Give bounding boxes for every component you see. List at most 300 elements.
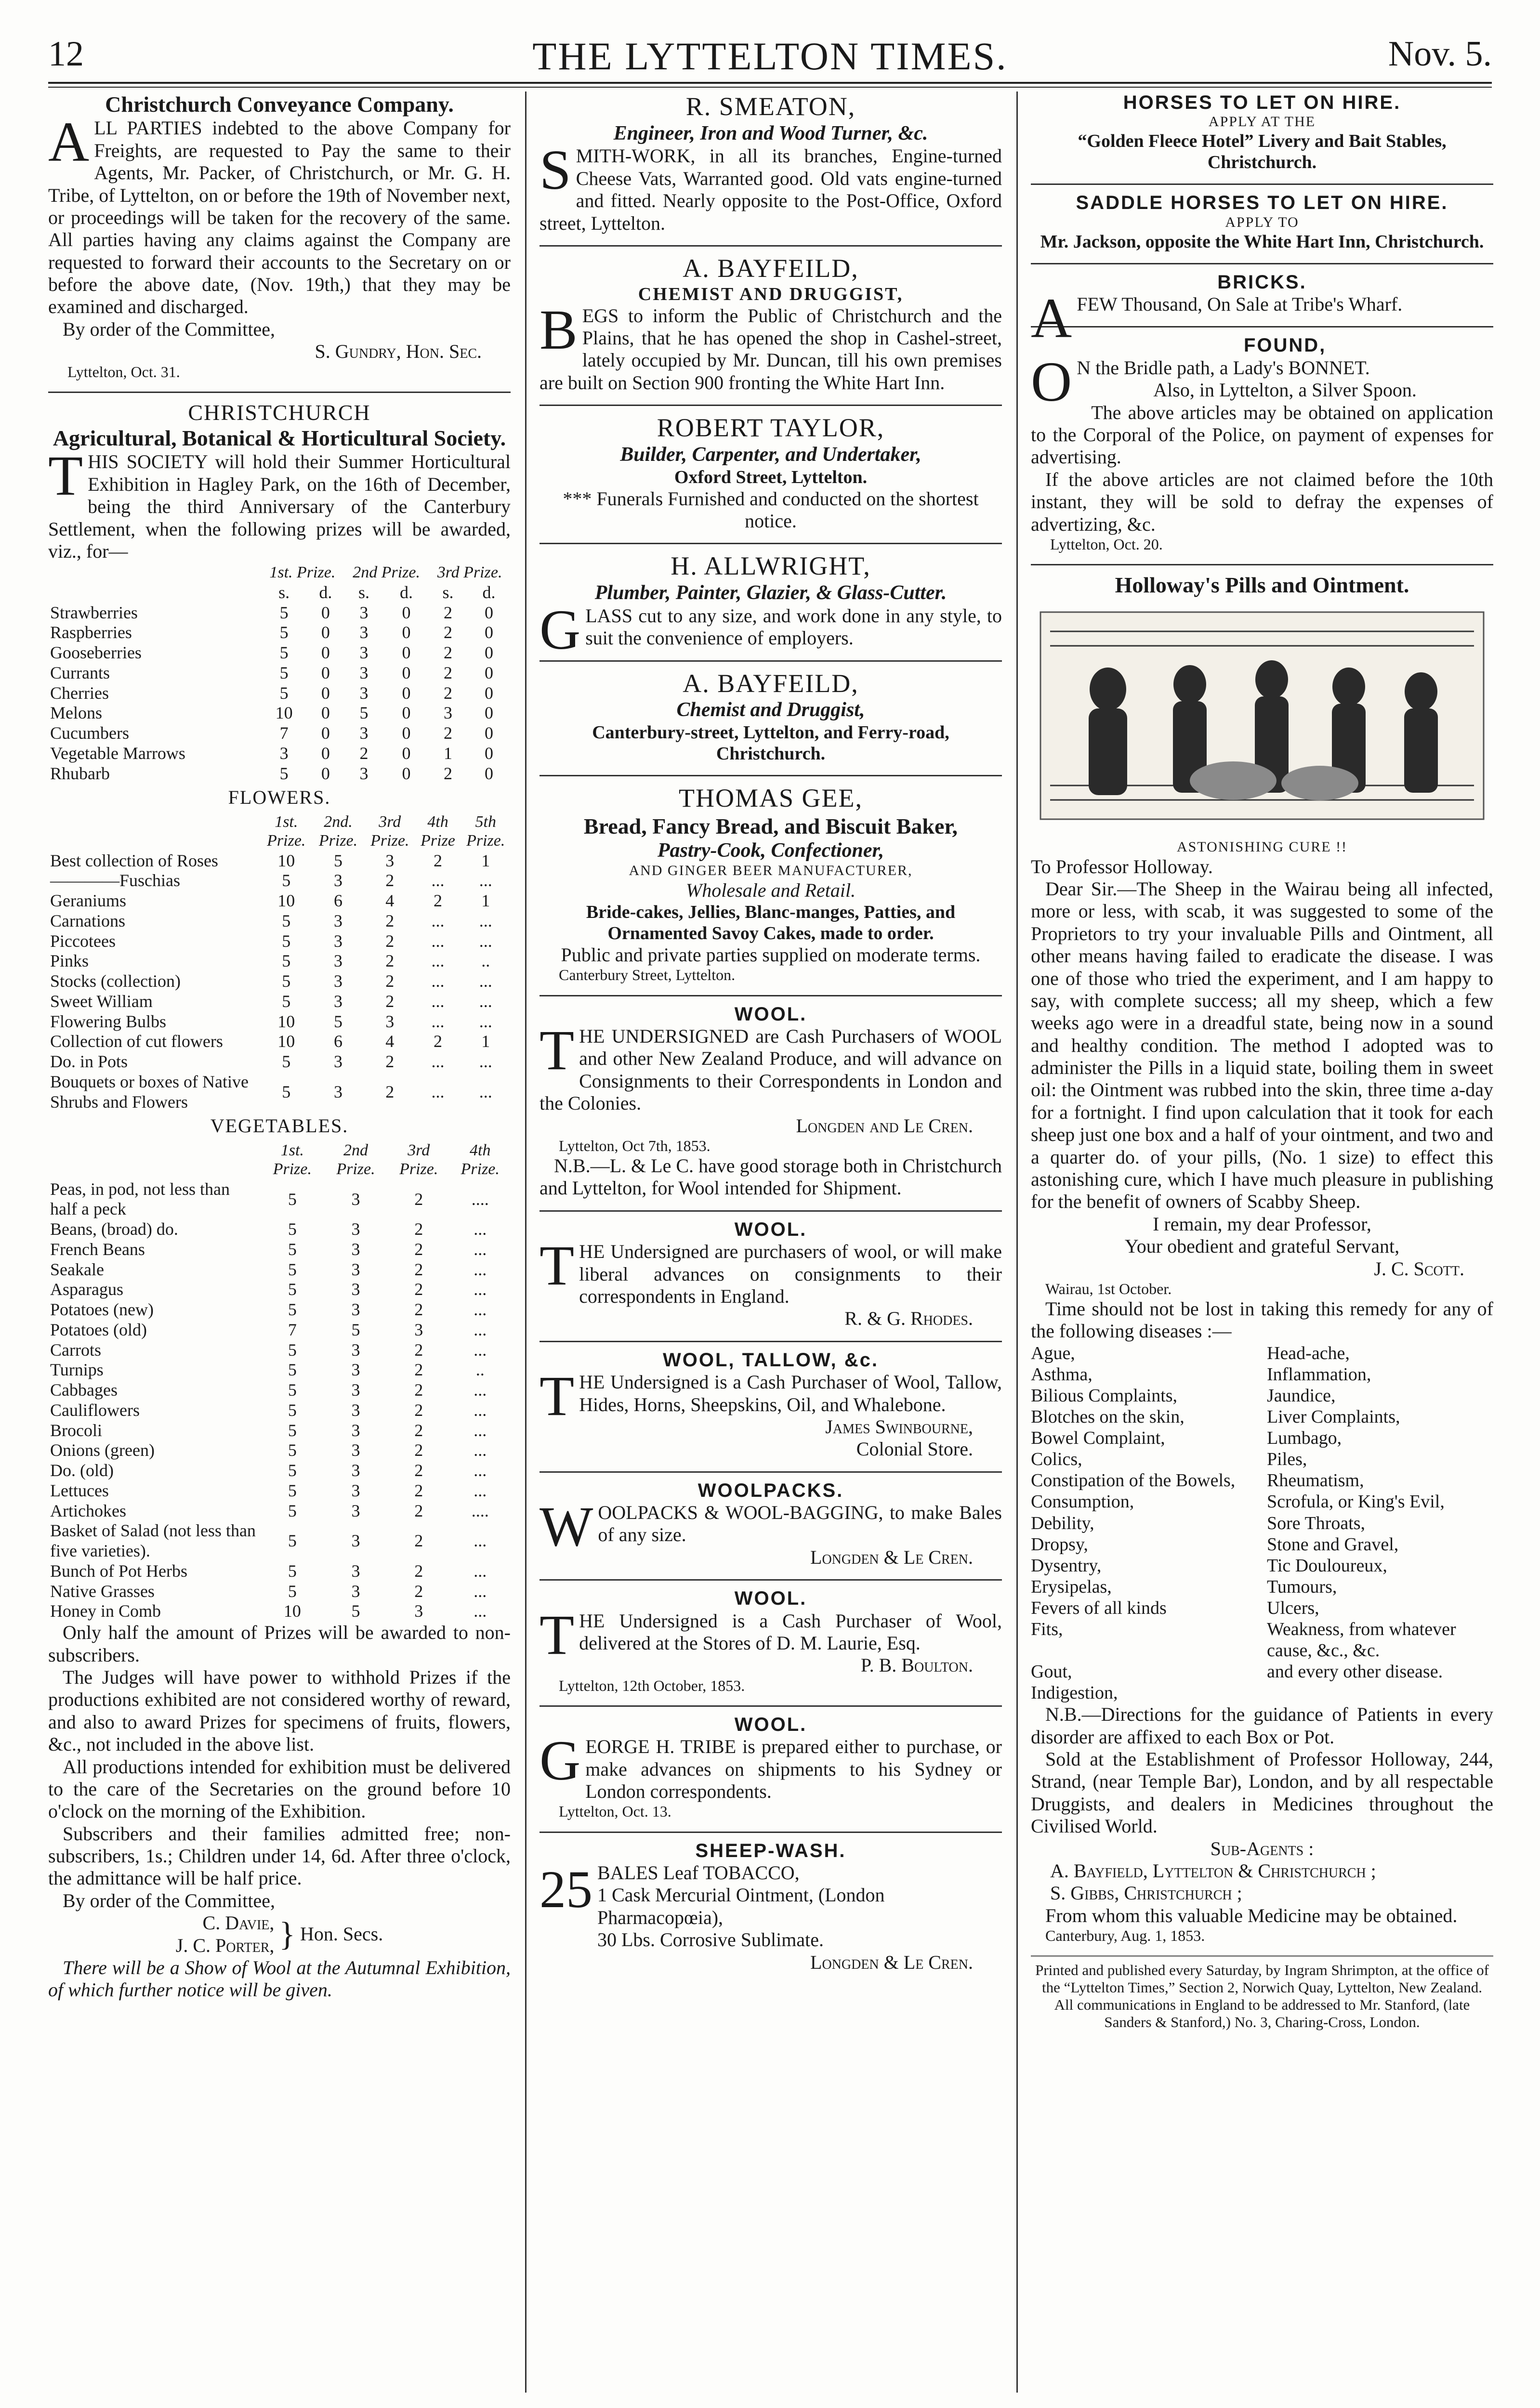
ad-title: Bread, Fancy Bread, and Biscuit Baker, <box>583 813 958 838</box>
prize-value: 3 <box>334 971 343 991</box>
prize-value: 5 <box>279 683 289 703</box>
wool-ad-longden <box>540 995 1002 1200</box>
brace: } <box>279 1915 295 1953</box>
prize-value: 2 <box>444 623 453 642</box>
allwright-ad <box>540 543 1002 661</box>
remedy-intro: Time should not be lost in taking this remedy for any of the following diseases :— <box>1031 1298 1493 1342</box>
table-row <box>48 1521 511 1561</box>
column-2 <box>540 92 1002 2393</box>
item-name: Geraniums <box>50 891 126 911</box>
prize-header: 2nd. Prize. <box>318 812 358 850</box>
prize-value: 3 <box>414 1320 423 1339</box>
prize-value: 5 <box>351 1320 360 1339</box>
prize-value: 2 <box>385 951 395 971</box>
ad-line: AND GINGER BEER MANUFACTURER, <box>629 862 913 878</box>
table-row <box>48 871 511 891</box>
ad-dateline: Canterbury, Aug. 1, 1853. <box>1045 1927 1205 1945</box>
ad-body: *** Funerals Furnished and conducted on the shortest notice. <box>563 487 979 532</box>
illustration-caption: ASTONISHING CURE !! <box>1176 838 1348 855</box>
prize-value: 5 <box>279 643 289 663</box>
society-intro: THIS SOCIETY will hold their Summer Horticultural Exhibition in Hagley Park, on the 16th of December, being the third Anniversary of the Canterbury Settlement, when the following prizes will be awarded, viz., for— <box>48 444 511 563</box>
prize-value: ... <box>474 1480 487 1500</box>
prize-value: 10 <box>277 1032 295 1051</box>
prize-value: 3 <box>351 1280 360 1299</box>
item-name: Strawberries <box>50 602 138 622</box>
prize-value: ... <box>479 871 492 890</box>
prize-value: 5 <box>288 1189 297 1209</box>
found-ad <box>1031 326 1493 553</box>
item-name: Flowering Bulbs <box>50 1011 167 1031</box>
vegetables-heading: VEGETABLES. <box>210 1115 349 1137</box>
prize-value: ... <box>474 1320 487 1339</box>
ad-signature: S. Gundry, Hon. Sec. <box>315 340 482 363</box>
prize-value: 2 <box>444 643 453 663</box>
prize-value: 5 <box>288 1440 297 1460</box>
prize-header: 3rd Prize. <box>370 812 409 850</box>
prize-value: 3 <box>334 991 343 1011</box>
disease-item: Consumption, <box>1031 1492 1134 1512</box>
prize-value: ... <box>479 911 492 930</box>
tobacco-line: 30 Lbs. Corrosive Sublimate. <box>597 1929 824 1951</box>
secretary-name: J. C. Porter, <box>175 1934 275 1956</box>
ad-body: THE Undersigned are purchasers of wool, or will make liberal advances on consignments to their correspondents in England. <box>540 1234 1002 1307</box>
ad-trade: Builder, Carpenter, and Undertaker, <box>620 443 921 466</box>
prize-value: 5 <box>288 1461 297 1480</box>
column-divider <box>525 92 526 2393</box>
prize-value: 3 <box>351 1420 360 1440</box>
prize-value: 3 <box>351 1239 360 1259</box>
prize-value: 5 <box>288 1300 297 1320</box>
prize-value: ... <box>474 1340 487 1360</box>
horses-hire-ad <box>1031 92 1493 173</box>
ad-heading: FOUND, <box>1243 335 1327 356</box>
disease-item: Stone and Gravel, <box>1267 1534 1399 1555</box>
prize-value: 2 <box>444 683 453 703</box>
item-name: Vegetable Marrows <box>50 743 185 763</box>
prize-value: 2 <box>414 1420 423 1440</box>
prize-value: 1 <box>444 743 453 763</box>
prize-value: 10 <box>277 851 295 870</box>
conveyance-ad <box>48 92 511 381</box>
prize-value: 3 <box>334 1082 343 1101</box>
ad-heading: A. BAYFEILD, <box>683 668 859 698</box>
prize-value: 0 <box>321 723 330 743</box>
prize-value: 3 <box>351 1531 360 1551</box>
item-name: Seakale <box>50 1259 104 1279</box>
prize-value: 3 <box>351 1581 360 1601</box>
ad-heading: WOOLPACKS. <box>698 1479 844 1501</box>
prize-value: .. <box>481 951 490 971</box>
prize-value: 0 <box>484 703 493 723</box>
prize-value: 2 <box>414 1340 423 1360</box>
sheepwash-ad <box>540 1832 1002 1974</box>
disease-item: Weakness, from whatever cause, &c., &c. <box>1267 1619 1456 1661</box>
ad-body: Public and private parties supplied on moderate terms. <box>561 944 981 966</box>
ad-body: BEGS to inform the Public of Christchurch and the Plains, that he has opened the shop in Cashel-street, lately occupied by Mr. Duncan, till his own premises are built on Section 900 fronting the White Hart Inn. <box>540 298 1002 393</box>
ad-heading: R. SMEATON, <box>685 92 856 121</box>
item-name: Lettuces <box>50 1480 109 1500</box>
prize-value: 2 <box>414 1360 423 1380</box>
prize-value: 3 <box>334 911 343 930</box>
ad-address: Oxford Street, Lyttelton. <box>674 467 868 487</box>
table-row <box>48 1380 511 1400</box>
item-name: Bunch of Pot Herbs <box>50 1561 187 1581</box>
prize-value: 3 <box>351 1561 360 1581</box>
ad-heading: ROBERT TAYLOR, <box>657 413 885 443</box>
ad-trade: Engineer, Iron and Wood Turner, &c. <box>613 122 928 144</box>
page-number: 12 <box>48 34 84 74</box>
table-row <box>48 1179 511 1220</box>
prize-value: 3 <box>351 1360 360 1380</box>
society-title-1: CHRISTCHURCH <box>188 400 371 425</box>
table-row <box>48 1440 511 1461</box>
masthead <box>48 29 1492 82</box>
disease-item: Constipation of the Bowels, <box>1031 1470 1236 1491</box>
secretary-name: C. Davie, <box>202 1912 275 1934</box>
disease-item: Liver Complaints, <box>1267 1407 1400 1427</box>
item-name: Gooseberries <box>50 643 142 663</box>
table-row <box>48 623 511 643</box>
smeaton-ad <box>540 92 1002 235</box>
issue-date: Nov. 5. <box>1388 34 1492 74</box>
prize-value: 3 <box>385 1011 395 1031</box>
item-name: ————Fuschias <box>50 871 180 890</box>
ad-order: By order of the Committee, <box>63 318 276 340</box>
prize-value: 1 <box>481 851 490 870</box>
ad-heading: H. ALLWRIGHT, <box>671 551 871 581</box>
prize-value: .... <box>471 1501 489 1520</box>
prize-value: 2 <box>385 911 395 930</box>
prize-value: ... <box>479 931 492 951</box>
prize-value: ... <box>474 1561 487 1581</box>
prize-value: 5 <box>334 1011 343 1031</box>
prize-value: 0 <box>402 602 411 622</box>
letter-body: Dear Sir.—The Sheep in the Wairau being all infected, more or less, with scab, it was suggested to some of the Proprietors to try your invaluable Pills and Ointment, all other means having failed to eradicate the disease. I was one of those who tried the experiment, and I am happy to say, with complete success; all my sheep, which a few weeks ago were in a dreadful state, being now in a sound and healthy condition. The method I adopted was to administer the Pills in a liquid state, boiling them in sweet oil: the Ointment was rubbed into the skin, three time a-day for a fortnight. I find upon calculation that it took for each sheep just one box and a half of your ointment, and two and a quarter do. of your pills, (No. 1 size) to effect this astonishing cure, which I have much pleasure in publishing for the benefit of owners of Scabby Sheep. <box>1031 877 1493 1213</box>
ad-dateline: Lyttelton, Oct. 20. <box>1050 535 1163 553</box>
table-row <box>48 1360 511 1380</box>
flower-header-row <box>48 812 511 851</box>
ad-heading: A. BAYFEILD, <box>683 253 859 283</box>
ad-body: THE Undersigned is a Cash Purchaser of Wool, Tallow, Hides, Horns, Sheepskins, Oil, and Whalebone. <box>540 1364 1002 1428</box>
disease-item: Bilious Complaints, <box>1031 1386 1178 1406</box>
prize-value: 0 <box>484 683 493 703</box>
table-row <box>48 891 511 911</box>
item-name: Collection of cut flowers <box>50 1032 223 1051</box>
ad-body: AFEW Thousand, On Sale at Tribe's Wharf. <box>1031 287 1403 350</box>
table-row <box>48 603 511 623</box>
disease-item: Gout, <box>1031 1662 1072 1682</box>
prize-header: 2nd Prize. <box>353 563 421 582</box>
prize-value: 5 <box>282 991 291 1011</box>
item-name: Stocks (collection) <box>50 971 181 991</box>
ad-note: N.B.—L. & Le C. have good storage both in Christchurch and Lyttelton, for Wool intended for Shipment. <box>540 1155 1002 1199</box>
society-title-2: Agricultural, Botanical & Horticultural Society. <box>53 426 506 451</box>
prize-value: 2 <box>434 891 443 911</box>
prize-value: ... <box>474 1420 487 1440</box>
prize-value: 0 <box>321 663 330 682</box>
ad-body: THE UNDERSIGNED are Cash Purchasers of WOOL and other New Zealand Produce, and will advance on Consignments to their Correspondents in London and the Colonies. <box>540 1018 1002 1114</box>
prize-value: 5 <box>288 1561 297 1581</box>
table-row <box>48 1601 511 1622</box>
prize-value: 2 <box>414 1400 423 1420</box>
item-name: Artichokes <box>50 1501 126 1520</box>
item-name: Turnips <box>50 1360 104 1380</box>
prize-value: 2 <box>414 1280 423 1299</box>
unit-label: s. <box>278 582 290 602</box>
prize-header: 2nd Prize. <box>336 1141 375 1178</box>
vegetable-prize-table <box>48 1140 511 1622</box>
vegetable-header-row <box>48 1140 511 1179</box>
disease-item: Scrofula, or King's Evil, <box>1267 1492 1445 1512</box>
prize-value: 0 <box>484 763 493 783</box>
prize-value: 5 <box>279 602 289 622</box>
item-name: Cauliflowers <box>50 1400 140 1420</box>
ad-goods: Bride-cakes, Jellies, Blanc-manges, Patties, and Ornamented Savoy Cakes, made to order. <box>586 902 956 943</box>
prize-value: 3 <box>279 743 289 763</box>
prize-value: ... <box>431 1052 445 1072</box>
prize-value: 2 <box>414 1561 423 1581</box>
table-row <box>48 1260 511 1280</box>
table-row <box>48 911 511 931</box>
prize-header: 4th Prize. <box>461 1141 500 1178</box>
saddle-horses-ad <box>1031 183 1493 252</box>
prize-value: 3 <box>351 1400 360 1420</box>
prize-value: 3 <box>351 1300 360 1320</box>
prize-value: 2 <box>444 663 453 682</box>
disease-item: Asthma, <box>1031 1364 1092 1385</box>
society-order: By order of the Committee, <box>63 1889 276 1911</box>
prize-header: 5th Prize. <box>466 812 505 850</box>
disease-item: Tic Douloureux, <box>1267 1555 1387 1576</box>
item-name: Do. in Pots <box>50 1052 128 1072</box>
prize-value: ... <box>474 1461 487 1480</box>
bayfeild-chemist-ad <box>540 245 1002 394</box>
prize-value: ... <box>474 1601 487 1621</box>
item-name: Carnations <box>50 911 125 930</box>
holloway-ad <box>1031 564 1493 1945</box>
prize-value: 0 <box>484 643 493 663</box>
disease-item: and every other disease. <box>1267 1662 1443 1682</box>
table-row <box>48 1219 511 1240</box>
disease-item: Lumbago, <box>1267 1428 1342 1449</box>
prize-value: 2 <box>434 1032 443 1051</box>
ad-place: “Golden Fleece Hotel” Livery and Bait Stables, Christchurch. <box>1078 131 1447 173</box>
prize-value: 0 <box>321 743 330 763</box>
prize-value: 5 <box>279 663 289 682</box>
prize-value: 0 <box>402 623 411 642</box>
prize-value: 2 <box>444 602 453 622</box>
ad-heading: Holloway's Pills and Ointment. <box>1115 573 1409 598</box>
prize-value: ... <box>431 1082 445 1101</box>
prize-value: ... <box>431 931 445 951</box>
prize-value: 0 <box>402 683 411 703</box>
agents-heading: Sub-Agents : <box>1210 1837 1314 1859</box>
prize-value: 0 <box>484 663 493 682</box>
item-name: Raspberries <box>50 623 132 642</box>
wool-ad-rhodes <box>540 1210 1002 1330</box>
prize-value: ... <box>474 1380 487 1400</box>
prize-value: 5 <box>288 1239 297 1259</box>
prize-value: 3 <box>359 723 369 743</box>
ad-signature: R. & G. Rhodes. <box>844 1308 973 1330</box>
prize-value: ... <box>479 1011 492 1031</box>
item-name: Peas, in pod, not less than half a peck <box>50 1179 230 1219</box>
ad-signature: Longden and Le Cren. <box>796 1114 973 1137</box>
masthead-rule <box>48 82 1492 88</box>
item-name: Bouquets or boxes of Native Shrubs and Flowers <box>50 1072 249 1112</box>
prize-value: ... <box>474 1440 487 1460</box>
prize-value: 0 <box>402 663 411 682</box>
gee-ad <box>540 775 1002 984</box>
prize-value: ... <box>474 1581 487 1601</box>
table-row <box>48 723 511 744</box>
item-name: French Beans <box>50 1239 145 1259</box>
flowers-heading: FLOWERS. <box>228 786 331 809</box>
prize-value: 10 <box>275 703 293 723</box>
unit-label: d. <box>319 582 332 602</box>
ad-signature-line: Colonial Store. <box>856 1438 973 1460</box>
ad-body: ON the Bridle path, a Lady's BONNET. <box>1031 350 1370 413</box>
taylor-ad <box>540 405 1002 532</box>
prize-value: 3 <box>351 1189 360 1209</box>
item-name: Cucumbers <box>50 723 129 743</box>
fruit-prize-table <box>48 563 511 784</box>
prize-value: 6 <box>334 891 343 911</box>
prize-value: 2 <box>414 1480 423 1500</box>
prize-value: 3 <box>351 1259 360 1279</box>
ad-body: If the above articles are not claimed before the 10th instant, they will be sold to defray the expenses of advertizing, &c. <box>1031 468 1493 535</box>
prize-value: 0 <box>321 763 330 783</box>
item-name: Beans, (broad) do. <box>50 1219 178 1239</box>
disease-item: Indigestion, <box>1031 1683 1118 1703</box>
table-row <box>48 1032 511 1052</box>
ad-signature: James Swinbourne, <box>825 1415 973 1438</box>
ad-dateline: Wairau, 1st October. <box>1045 1280 1172 1297</box>
prize-header: 4th Prize <box>421 812 455 850</box>
prize-value: 3 <box>334 951 343 971</box>
prize-value: 5 <box>279 763 289 783</box>
unit-label: s. <box>442 582 454 602</box>
ad-apply: APPLY AT THE <box>1208 114 1316 130</box>
ad-heading: Christchurch Conveyance Company. <box>105 92 454 117</box>
prize-value: 10 <box>277 1011 295 1031</box>
prize-value: ... <box>431 991 445 1011</box>
prize-value: ... <box>479 1052 492 1072</box>
ad-heading: THOMAS GEE, <box>679 784 863 812</box>
ad-dateline: Lyttelton, 12th October, 1853. <box>559 1676 745 1694</box>
prize-value: 5 <box>288 1400 297 1420</box>
tobacco-list <box>540 1859 1002 1951</box>
prize-value: ... <box>431 871 445 890</box>
secretary-label: Hon. Secs. <box>300 1923 383 1945</box>
society-note: The Judges will have power to withhold Prizes if the productions exhibited are not considered worthy of reward, and also to award Prizes for specimens of fruits, flowers, &c., not included in the above list. <box>48 1666 511 1755</box>
item-name: Potatoes (new) <box>50 1300 154 1320</box>
ad-heading: WOOL. <box>734 1218 807 1240</box>
prize-value: ... <box>431 971 445 991</box>
prize-value: 3 <box>359 663 369 682</box>
prize-value: ... <box>474 1280 487 1299</box>
prize-value: 2 <box>414 1501 423 1520</box>
ad-sub: Wholesale and Retail. <box>685 879 856 901</box>
prize-header: 3rd Prize. <box>437 563 502 582</box>
column-divider <box>1016 92 1018 2393</box>
prize-value: 2 <box>414 1239 423 1259</box>
prize-value: 3 <box>359 643 369 663</box>
wool-show-note: There will be a Show of Wool at the Autumnal Exhibition, of which further notice will be given. <box>48 1957 511 2001</box>
prize-value: 3 <box>444 703 453 723</box>
table-row <box>48 643 511 663</box>
prize-value: 3 <box>351 1380 360 1400</box>
table-row <box>48 744 511 764</box>
prize-value: 0 <box>402 763 411 783</box>
prize-value: 2 <box>385 991 395 1011</box>
prize-value: 2 <box>385 931 395 951</box>
table-row <box>48 1461 511 1481</box>
prize-value: 3 <box>385 851 395 870</box>
prize-value: ... <box>474 1259 487 1279</box>
prize-value: 5 <box>288 1219 297 1239</box>
prize-value: 3 <box>359 763 369 783</box>
prize-value: 1 <box>481 891 490 911</box>
prize-value: 2 <box>414 1380 423 1400</box>
prize-value: 2 <box>434 851 443 870</box>
item-name: Onions (green) <box>50 1440 155 1460</box>
newspaper-title: THE LYTTELTON TIMES. <box>532 34 1008 78</box>
ad-heading: BRICKS. <box>1217 271 1307 293</box>
wool-ad-tribe <box>540 1705 1002 1821</box>
table-row <box>48 1400 511 1421</box>
disease-item: Tumours, <box>1267 1576 1337 1597</box>
table-row <box>48 1012 511 1032</box>
table-row <box>48 951 511 971</box>
secretaries-block <box>48 1912 511 1957</box>
prize-value: 0 <box>321 643 330 663</box>
prize-value: 2 <box>414 1440 423 1460</box>
prize-value: 7 <box>279 723 289 743</box>
column-1 <box>48 92 511 2393</box>
prize-value: ... <box>474 1531 487 1551</box>
ad-signature: J. C. Scott. <box>1374 1257 1464 1280</box>
prize-value: ... <box>479 1082 492 1101</box>
prize-value: 0 <box>402 723 411 743</box>
item-name: Pinks <box>50 951 89 971</box>
disease-list <box>1031 1343 1493 1703</box>
prize-value: 3 <box>359 683 369 703</box>
item-name: Carrots <box>50 1340 101 1360</box>
disease-item: Dropsy, <box>1031 1534 1088 1555</box>
prize-value: 3 <box>359 623 369 642</box>
prize-value: 2 <box>414 1581 423 1601</box>
prize-value: 5 <box>359 703 369 723</box>
disease-item: Blotches on the skin, <box>1031 1407 1185 1427</box>
prize-value: 5 <box>282 1082 291 1101</box>
prize-value: ... <box>479 991 492 1011</box>
woolpacks-ad <box>540 1471 1002 1569</box>
ad-place: Mr. Jackson, opposite the White Hart Inn, Christchurch. <box>1040 231 1484 252</box>
letter-close: Your obedient and grateful Servant, <box>1124 1235 1400 1257</box>
ad-dateline: Lyttelton, Oct 7th, 1853. <box>559 1137 711 1154</box>
prize-value: 5 <box>282 971 291 991</box>
tobacco-line: BALES Leaf TOBACCO, <box>597 1861 800 1884</box>
unit-label: s. <box>358 582 369 602</box>
society-note: Only half the amount of Prizes will be awarded to non-subscribers. <box>48 1622 511 1666</box>
agent-line: S. Gibbs, Christchurch ; <box>1050 1882 1242 1904</box>
ad-signature: P. B. Boulton. <box>860 1654 973 1676</box>
item-name: Piccotees <box>50 931 116 951</box>
item-name: Melons <box>50 703 102 723</box>
table-row <box>48 1501 511 1521</box>
society-note: All productions intended for exhibition must be delivered to the care of the Secretaries on the ground before 10 o'clock on the morning of the Exhibition. <box>48 1755 511 1822</box>
